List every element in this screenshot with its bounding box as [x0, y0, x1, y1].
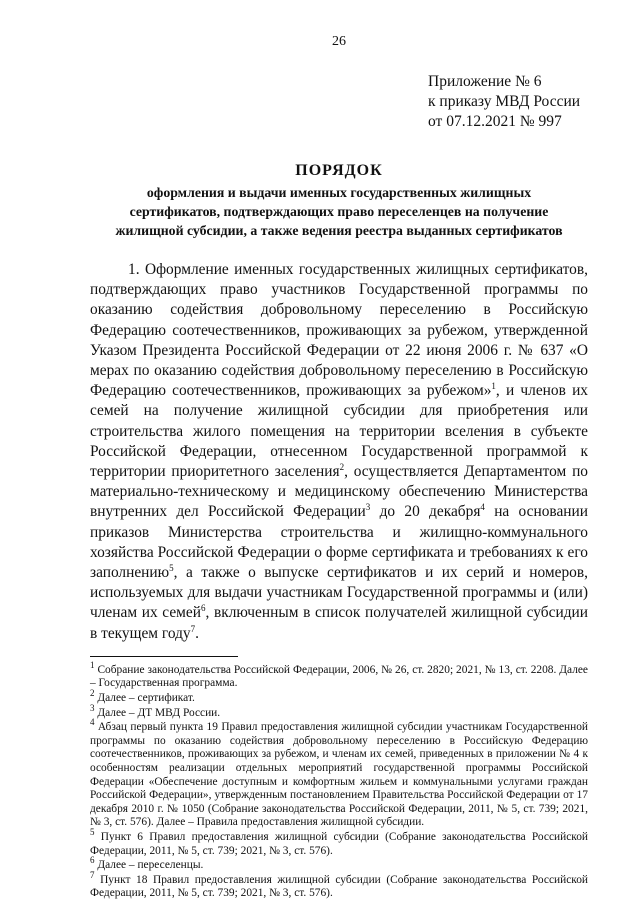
footnote	[90, 702, 588, 721]
footnote-number: 1	[90, 660, 95, 671]
footnote-number: 2	[90, 688, 95, 699]
paragraph-text: до 20 декабря	[370, 503, 481, 521]
footnote	[90, 855, 588, 873]
footnote-number: 5	[90, 827, 95, 838]
footnote-number: 4	[90, 717, 95, 728]
footnote-text: Далее – переселенцы.	[94, 859, 204, 872]
footnote-text: Собрание законодательства Российской Федерации, 2006, № 26, ст. 2820; 2021, № 13, ст. 2208. Далее – Государственная программа.	[90, 663, 588, 690]
paragraph-text: на основании приказов Министерства строительства и жилищно-коммунального хозяйства Российской Федерации о форме сертификата и требованиях к его заполнению	[90, 503, 588, 582]
paragraph-text: .	[195, 624, 199, 642]
footnote-text: Далее – ДТ МВД России.	[94, 706, 221, 719]
subtitle-line: сертификатов, подтверждающих право переселенцев на получение	[129, 204, 549, 219]
footnote	[90, 869, 588, 901]
paragraph-text: , осуществляется Департаментом по материально-техническому и медицинскому обеспечению Министерства внутренних дел Российской Федерации	[90, 463, 588, 521]
footnote-mark: 7	[190, 623, 196, 634]
footnote-number: 3	[90, 702, 95, 713]
appendix-line: от 07.12.2021 № 997	[428, 113, 562, 130]
paragraph-text: , а также о выпуске сертификатов и их серий и номеров, используемых для выдачи участникам Государственной программы и (или) членам их семей	[90, 564, 588, 622]
paragraph-text: , и членов их семей на получение жилищной субсидии для приобретения или строительства жилого помещения на территории вселения в субъекте Российской Федерации, отнесенном Государственной программой к территории приоритетного заселения	[90, 382, 588, 481]
footnote-mark: 3	[365, 502, 371, 513]
footnote-text: Абзац первый пункта 19 Правил предоставления жилищной субсидии участникам Государственной программы по оказанию содействия добровольному переселению в Российскую Федерацию соотечественников, проживающих за рубежом, и членам их семей, приведенных в приложении № 4 к особенностям реализации отдельных мероприятий государственной программы Российской Федерации «Обеспечение доступным и комфортным жильем и коммунальными услугами граждан Российской Федерации», утвержденным постановлением Правительства Российской Федерации от 17 декабря 2010 г. № 1050 (Собрание законодательства Российской Федерации, 2011, № 5, ст. 739; 2021, № 3, ст. 576). Далее – Правила предоставления жилищной субсидии.	[90, 721, 588, 829]
paragraph-text: 1. Оформление именных государственных жилищных сертификатов, подтверждающих право участников Государственной программы по оказанию содействия добровольному переселению в Российскую Федерацию соотечественников, проживающих за рубежом, утвержденной Указом Президента Российской Федерации от 22 июня 2006 г. № 637 «О мерах по оказанию содействия добровольному переселению в Российскую Федерацию соотечественников, проживающих за рубежом»	[90, 261, 588, 400]
document-subtitle	[90, 183, 588, 240]
subtitle-line: оформления и выдачи именных государственных жилищных	[146, 185, 532, 200]
appendix-reference	[428, 72, 588, 132]
document-title: ПОРЯДОК	[295, 162, 383, 179]
body-paragraph	[90, 260, 588, 644]
footnote-mark: 5	[169, 562, 174, 573]
subtitle-line: жилищной субсидии, а также ведения реестра выданных сертификатов	[115, 223, 563, 238]
footnote-divider	[90, 656, 238, 657]
footnote	[90, 660, 588, 691]
footnote-mark: 6	[200, 603, 206, 614]
footnote-mark: 2	[339, 461, 345, 472]
footnote	[90, 717, 588, 830]
footnote-number: 7	[90, 869, 95, 880]
paragraph-text: , включенным в список получателей жилищной субсидии в текущем году	[90, 604, 588, 642]
footnote-number: 6	[90, 855, 95, 866]
footnote-text: Далее – сертификат.	[94, 692, 195, 705]
footnote-text: Пункт 18 Правил предоставления жилищной субсидии (Собрание законодательства Российской Федерации, 2011, № 5, ст. 739; 2021, № 3, ст. 576).	[90, 873, 588, 900]
footnote	[90, 827, 588, 858]
footnote-mark: 1	[491, 381, 496, 392]
page-number: 26	[332, 34, 346, 49]
footnote-mark: 4	[480, 502, 485, 513]
appendix-line: к приказу МВД России	[428, 93, 581, 110]
appendix-line: Приложение № 6	[428, 73, 542, 90]
footnotes	[90, 660, 588, 901]
footnote-text: Пункт 6 Правил предоставления жилищной субсидии (Собрание законодательства Российской Федерации, 2011, № 5, ст. 739; 2021, № 3, ст. 576).	[90, 830, 588, 857]
footnote	[90, 688, 588, 706]
